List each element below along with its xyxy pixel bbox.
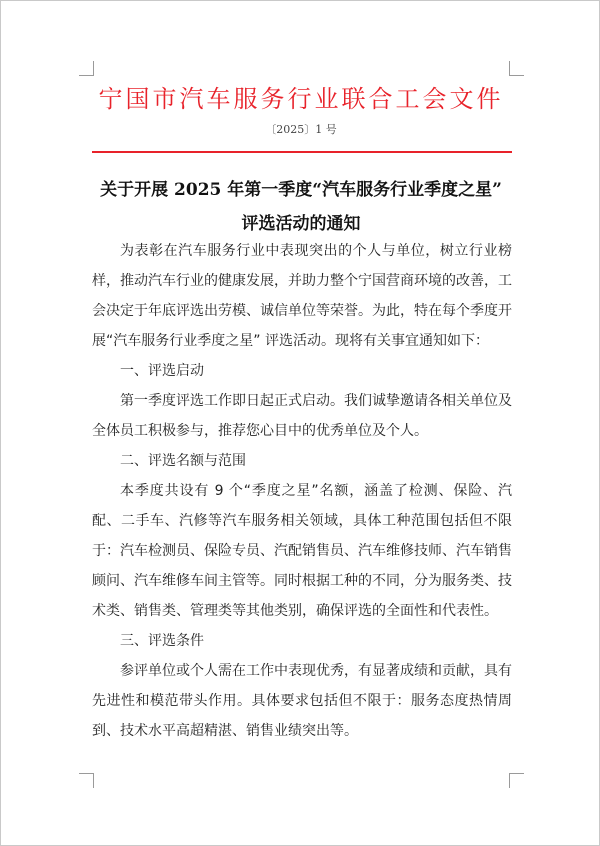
notice-title: [89, 173, 513, 241]
margin-corner-top-left: [79, 61, 94, 76]
margin-corner-bottom-left: [79, 773, 94, 788]
section-text-launch: 第一季度评选工作即日起正式启动。我们诚挚邀请各相关单位及全体员工积极参与，推荐您心目中的优秀单位及个人。: [92, 393, 512, 439]
document-number: 〔2025〕1 号: [265, 123, 337, 136]
section-text-quota-scope: 本季度共设有 9 个“季度之星”名额，涵盖了检测、保险、汽配、二手车、汽修等汽车服务相关领域，具体工种范围包括但不限于：汽车检测员、保险专员、汽配销售员、汽车维修技师、汽车销售顾问、汽车维修车间主管等。同时根据工种的不同，分为服务类、技术类、销售类、管理类等其他类别，确保评选的全面性和代表性。: [92, 483, 512, 619]
notice-title-line-2: 评选活动的通知: [241, 214, 361, 234]
notice-body: [92, 236, 512, 746]
section-heading-conditions: 三、评选条件: [120, 633, 204, 649]
margin-corner-top-right: [509, 61, 524, 76]
document-header-title: 宁国市汽车服务行业联合工会文件: [98, 85, 504, 113]
notice-title-line-1: 关于开展 2025 年第一季度“汽车服务行业季度之星”: [100, 180, 502, 200]
section-heading-quota-scope: 二、评选名额与范围: [120, 453, 246, 469]
header-red-rule: [92, 151, 512, 153]
section-heading-launch: 一、评选启动: [120, 363, 204, 379]
intro-paragraph: 为表彰在汽车服务行业中表现突出的个人与单位，树立行业榜样，推动汽车行业的健康发展，并助力整个宁国营商环境的改善，工会决定于年底评选出劳模、诚信单位等荣誉。为此，特在每个季度开展“汽车服务行业季度之星” 评选活动。现将有关事宜通知如下：: [92, 243, 512, 349]
section-text-conditions: 参评单位或个人需在工作中表现优秀，有显著成绩和贡献，具有先进性和模范带头作用。具体要求包括但不限于：服务态度热情周到、技术水平高超精湛、销售业绩突出等。: [92, 663, 512, 739]
margin-corner-bottom-right: [509, 773, 524, 788]
